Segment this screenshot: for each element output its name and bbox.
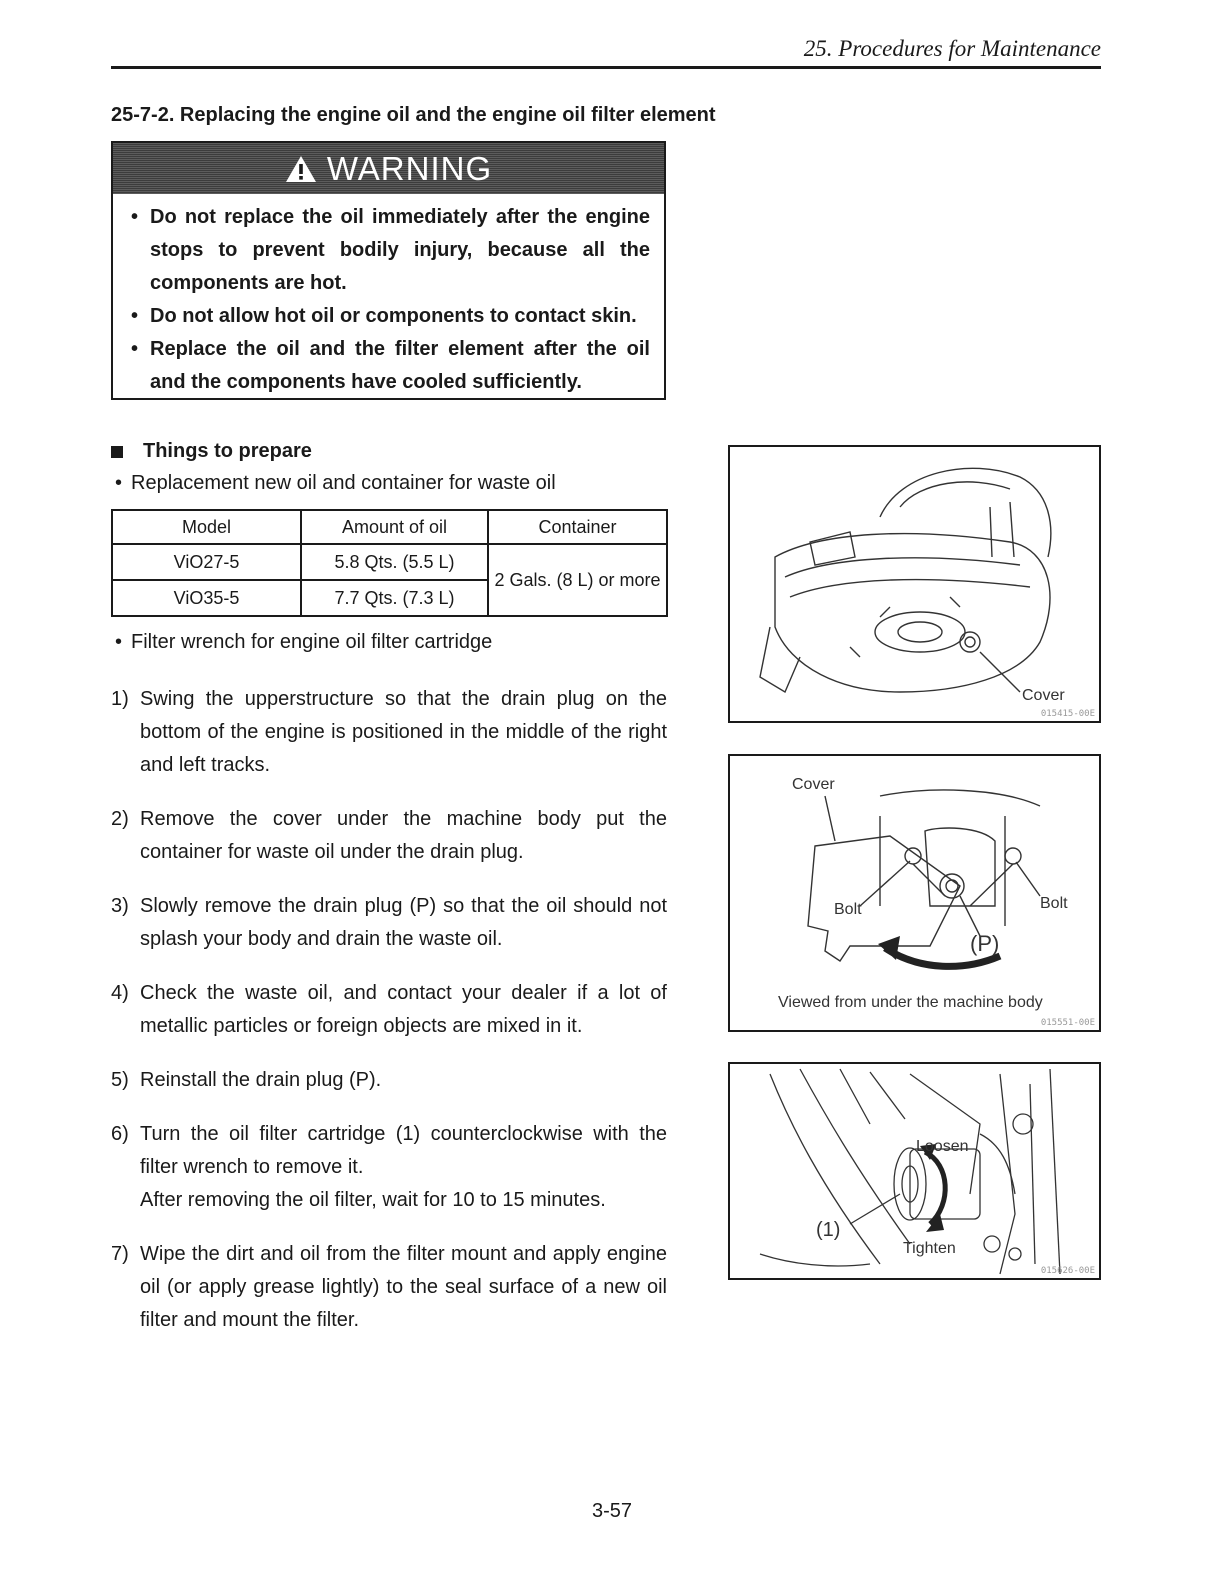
list-item	[111, 683, 667, 782]
figure-code: 015626-00E	[1040, 1266, 1095, 1276]
list-item	[111, 803, 667, 869]
step-number: 7)	[111, 1243, 129, 1265]
figure-caption: Viewed from under the machine body	[778, 994, 1043, 1011]
cover-label: Cover	[792, 776, 835, 793]
warning-item: • Do not allow hot oil or components to contact skin.	[113, 300, 664, 333]
loosen-label: Loosen	[916, 1138, 969, 1155]
table-cell-model: ViO27-5	[112, 544, 301, 580]
step-text: Turn the oil filter cartridge (1) counterclockwise with the filter wrench to remove it.	[140, 1123, 667, 1178]
figure-code: 015551-00E	[1040, 1018, 1095, 1028]
step-text: Slowly remove the drain plug (P) so that the oil should not splash your body and drain the waste oil.	[140, 895, 667, 950]
bolt-label-right: Bolt	[1040, 895, 1068, 912]
prepare-bullet: • Filter wrench for engine oil filter cartridge	[115, 631, 493, 653]
table-header: Amount of oil	[301, 510, 488, 544]
figure-oil-filter	[728, 1062, 1101, 1280]
list-item	[111, 1238, 667, 1337]
step-number: 3)	[111, 895, 129, 917]
step-text: Swing the upperstructure so that the drain plug on the bottom of the engine is positioned in the middle of the right and left tracks.	[140, 688, 667, 776]
step-text: Remove the cover under the machine body put the container for waste oil under the drain plug.	[140, 808, 667, 863]
prepare-heading	[111, 440, 312, 463]
page-header	[111, 34, 1101, 69]
list-item	[111, 1118, 667, 1217]
procedure-steps	[111, 683, 667, 1337]
step-number: 4)	[111, 982, 129, 1004]
page-number: 3-57	[591, 1500, 633, 1522]
figure-engine-underside	[728, 445, 1101, 723]
table-cell-model: ViO35-5	[112, 580, 301, 616]
warning-label: WARNING	[326, 149, 493, 187]
filter-part-label: (1)	[816, 1219, 841, 1241]
tighten-label: Tighten	[903, 1240, 956, 1257]
step-text: Wipe the dirt and oil from the filter mount and apply engine oil (or apply grease lightly) to the seal surface of a new oil filter and mount the filter.	[140, 1243, 667, 1331]
bullet-icon: •	[115, 631, 123, 653]
prepare-title: Things to prepare	[143, 440, 312, 462]
table-header: Container	[488, 510, 667, 544]
square-bullet-icon	[111, 446, 123, 458]
oil-amount-table	[111, 509, 668, 617]
drain-plug-label: (P)	[970, 931, 1000, 956]
warning-box	[111, 141, 666, 400]
warning-item: • Do not replace the oil immediately after the engine stops to prevent bodily injury, because all the components are hot.	[113, 201, 664, 300]
list-item	[111, 890, 667, 956]
list-item	[111, 1064, 667, 1097]
warning-list	[113, 201, 664, 399]
engine-underside-illustration	[730, 447, 1099, 721]
step-number: 2)	[111, 808, 129, 830]
step-number: 6)	[111, 1123, 129, 1145]
figure-cover-removal	[728, 754, 1101, 1032]
chapter-title: 25. Procedures for Maintenance	[803, 36, 1101, 61]
step-text: Reinstall the drain plug (P).	[140, 1069, 382, 1091]
warning-triangle-icon	[285, 155, 317, 183]
table-cell-amount: 7.7 Qts. (7.3 L)	[301, 580, 488, 616]
bullet-icon: •	[115, 472, 123, 494]
step-text: Check the waste oil, and contact your dealer if a lot of metallic particles or foreign objects are mixed in it.	[140, 982, 667, 1037]
figure-code: 015415-00E	[1040, 709, 1095, 719]
section-title: 25-7-2. Replacing the engine oil and the engine oil filter element	[111, 104, 716, 126]
table-cell-container: 2 Gals. (8 L) or more	[488, 544, 667, 616]
cover-removal-illustration	[730, 756, 1099, 1030]
warning-item: • Replace the oil and the filter element after the oil and the components have cooled sufficiently.	[113, 333, 664, 399]
step-number: 5)	[111, 1069, 129, 1091]
step-number: 1)	[111, 688, 129, 710]
bolt-label-left: Bolt	[834, 901, 862, 918]
prepare-bullet: • Replacement new oil and container for waste oil	[115, 472, 556, 494]
cover-label: Cover	[1022, 687, 1065, 704]
table-row	[112, 544, 667, 580]
list-item	[111, 977, 667, 1043]
table-cell-amount: 5.8 Qts. (5.5 L)	[301, 544, 488, 580]
table-header: Model	[112, 510, 301, 544]
step-note: After removing the oil filter, wait for 10 to 15 minutes.	[140, 1189, 606, 1211]
warning-band	[113, 143, 664, 194]
